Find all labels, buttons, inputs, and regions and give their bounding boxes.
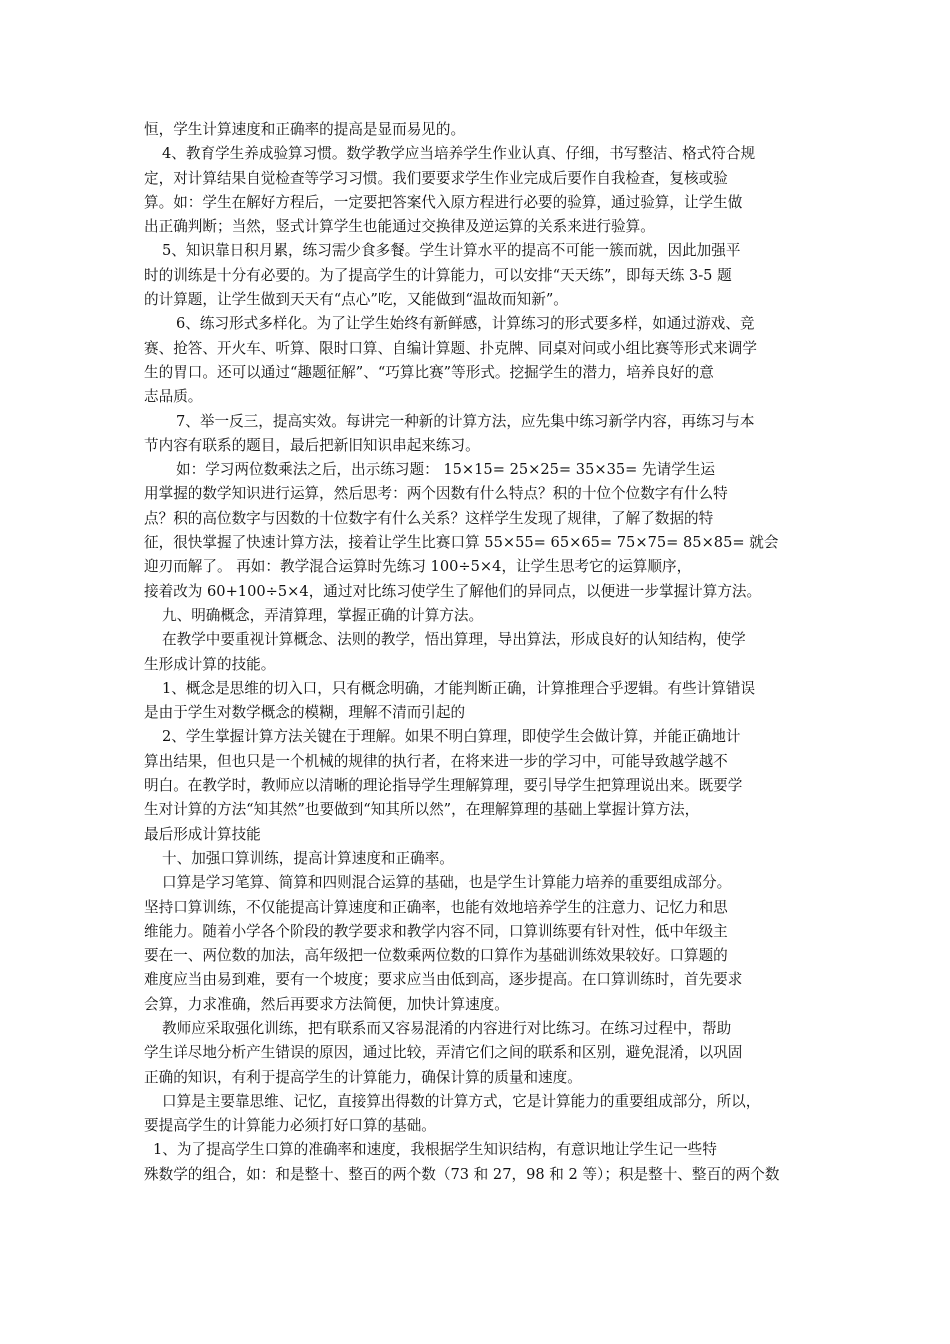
text-line: 在教学中要重视计算概念、法则的教学，悟出算理，导出算法，形成良好的认知结构，使学 xyxy=(162,631,746,649)
text-line: 征，很快掌握了快速计算方法，接着让学生比赛口算 55×55= 65×65= 75×75= 85×85= 就会 xyxy=(144,534,779,552)
text-line: 7、举一反三，提高实效。每讲完一种新的计算方法，应先集中练习新学内容，再练习与本 xyxy=(176,412,755,430)
text-line: 维能力。随着小学各个阶段的教学要求和教学内容不同，口算训练要有针对性，低中年级主 xyxy=(144,922,728,940)
text-line: 赛、抢答、开火车、听算、限时口算、自编计算题、扑克牌、同桌对问或小组比赛等形式来调学 xyxy=(144,339,757,357)
text-line: 九、明确概念，弄清算理，掌握正确的计算方法。 xyxy=(162,606,484,624)
text-line: 算出结果，但也只是一个机械的规律的执行者，在将来进一步的学习中，可能导致越学越不 xyxy=(144,752,728,770)
text-line: 难度应当由易到难，要有一个坡度；要求应当由低到高，逐步提高。在口算训练时，首先要求 xyxy=(144,971,743,989)
text-line: 要提高学生的计算能力必须打好口算的基础。 xyxy=(144,1117,436,1135)
text-line: 节内容有联系的题目，最后把新旧知识串起来练习。 xyxy=(144,436,480,454)
text-line: 出正确判断；当然，竖式计算学生也能通过交换律及逆运算的关系来进行验算。 xyxy=(144,218,655,236)
text-line: 生的胃口。还可以通过“趣题征解”、“巧算比赛”等形式。挖掘学生的潜力，培养良好的意 xyxy=(144,363,714,381)
text-line: 坚持口算训练，不仅能提高计算速度和正确率，也能有效地培养学生的注意力、记忆力和思 xyxy=(144,898,728,916)
text-line: 时的训练是十分有必要的。为了提高学生的计算能力，可以安排“天天练”，即每天练 3-5 题 xyxy=(144,266,732,284)
text-line: 殊数学的组合，如：和是整十、整百的两个数（73 和 27，98 和 2 等）；积是整十、整百的两个数 xyxy=(144,1165,780,1183)
text-line: 1、为了提高学生口算的准确率和速度，我根据学生知识结构，有意识地让学生记一些特 xyxy=(153,1141,717,1159)
text-line: 明白。在教学时，教师应以清晰的理论指导学生理解算理，要引导学生把算理说出来。既要学 xyxy=(144,777,743,795)
text-line: 定，对计算结果自觉检查等学习习惯。我们要要求学生作业完成后要作自我检查，复核或验 xyxy=(144,169,728,187)
text-line: 最后形成计算技能 xyxy=(144,825,261,843)
text-line: 正确的知识，有利于提高学生的计算能力，确保计算的质量和速度。 xyxy=(144,1068,582,1086)
text-line: 是由于学生对数学概念的模糊，理解不清而引起的 xyxy=(144,704,466,722)
text-line: 的计算题，让学生做到天天有“点心”吃，又能做到“温故而知新”。 xyxy=(144,291,568,309)
text-line: 口算是主要靠思维、记忆，直接算出得数的计算方式，它是计算能力的重要组成部分，所以， xyxy=(162,1092,761,1110)
text-line: 十、加强口算训练，提高计算速度和正确率。 xyxy=(162,849,454,867)
text-line: 2、学生掌握计算方法关键在于理解。如果不明白算理，即使学生会做计算，并能正确地计 xyxy=(162,728,741,746)
text-line: 1、概念是思维的切入口，只有概念明确，才能判断正确，计算推理合乎逻辑。有些计算错误 xyxy=(162,679,756,697)
text-line: 志品质。 xyxy=(144,388,203,406)
text-line: 要在一、两位数的加法，高年级把一位数乘两位数的口算作为基础训练效果较好。口算题的 xyxy=(144,947,728,965)
text-line: 算。如：学生在解好方程后，一定要把答案代入原方程进行必要的验算，通过验算，让学生做 xyxy=(144,193,743,211)
text-line: 接着改为 60+100÷5×4，通过对比练习使学生了解他们的异同点，以便进一步掌握计算方法。 xyxy=(144,582,762,600)
text-line: 生形成计算的技能。 xyxy=(144,655,276,673)
text-line: 点？积的高位数字与因数的十位数字有什么关系？这样学生发现了规律，了解了数据的特 xyxy=(144,509,714,527)
text-line: 会算，力求准确，然后再要求方法简便，加快计算速度。 xyxy=(144,995,509,1013)
text-line: 学生详尽地分析产生错误的原因，通过比较，弄清它们之间的联系和区别，避免混淆，以巩固 xyxy=(144,1044,743,1062)
text-line: 5、知识靠日积月累，练习需少食多餐。学生计算水平的提高不可能一簇而就，因此加强平 xyxy=(162,242,741,260)
text-line: 教师应采取强化训练，把有联系而又容易混淆的内容进行对比练习。在练习过程中，帮助 xyxy=(162,1019,732,1037)
text-line: 恒，学生计算速度和正确率的提高是显而易见的。 xyxy=(144,121,466,138)
text-line: 口算是学习笔算、简算和四则混合运算的基础，也是学生计算能力培养的重要组成部分。 xyxy=(162,874,732,892)
text-line: 如：学习两位数乘法之后，出示练习题： 15×15= 25×25= 35×35= 先请学生运 xyxy=(176,461,716,479)
text-line: 迎刃而解了。 再如：教学混合运算时先练习 100÷5×4，让学生思考它的运算顺序， xyxy=(144,558,692,576)
text-line: 用掌握的数学知识进行运算，然后思考：两个因数有什么特点？积的十位个位数字有什么特 xyxy=(144,485,728,503)
text-line: 生对计算的方法“知其然”也要做到“知其所以然”，在理解算理的基础上掌握计算方法， xyxy=(144,801,700,819)
text-line: 6、练习形式多样化。为了让学生始终有新鲜感，计算练习的形式要多样，如通过游戏、竞 xyxy=(176,315,755,333)
text-line: 4、教育学生养成验算习惯。数学教学应当培养学生作业认真、仔细，书写整洁、格式符合规 xyxy=(162,145,756,163)
document-body xyxy=(144,118,810,1187)
